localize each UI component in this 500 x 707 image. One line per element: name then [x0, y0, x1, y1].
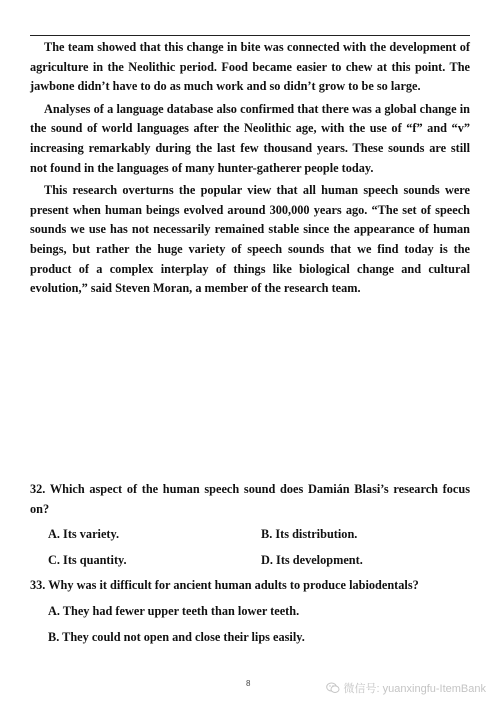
top-rule: [30, 35, 470, 36]
watermark-text: 微信号: yuanxingfu-ItemBank: [343, 683, 486, 695]
question-32-options-row-1: [30, 525, 470, 545]
question-32: [30, 480, 470, 570]
passage-paragraph-2: Analyses of a language database also confirmed that there was a global change in the sound of world languages after the Neolithic age, with the use of “f” and “v” increasing remarkably during the last few thousand years. These sounds are still not found in the languages of many hunter-gatherer people today.: [30, 101, 470, 175]
question-32-stem: 32. Which aspect of the human speech sound does Damián Blasi’s research focus on?: [30, 482, 470, 516]
watermark: [326, 680, 486, 696]
question-32-option-b: B. Its distribution.: [261, 527, 358, 542]
question-section: [30, 480, 470, 653]
question-32-option-a: A. Its variety.: [48, 527, 120, 542]
question-33-option-b: B. They could not open and close their lips easily.: [48, 629, 305, 644]
wechat-icon: [326, 682, 340, 694]
question-32-options-row-2: [30, 551, 470, 571]
passage: [30, 38, 470, 302]
question-33-option-a: A. They had fewer upper teeth than lower teeth.: [48, 603, 300, 618]
question-32-option-c: C. Its quantity.: [48, 552, 127, 567]
passage-paragraph-3: This research overturns the popular view that all human speech sounds were present when human beings evolved around 300,000 years ago. “The set of speech sounds we use has not necessarily remained stable since the appearance of human beings, but rather the huge variety of speech sounds that we find today is the product of a complex interplay of things like biological change and cultural evolution,” said Steven Moran, a member of the research team.: [30, 183, 470, 296]
page-number: 8: [246, 679, 251, 688]
question-32-option-d: D. Its development.: [261, 552, 363, 567]
passage-paragraph-1: The team showed that this change in bite was connected with the development of agriculture in the Neolithic period. Food became easier to chew at this point. The jawbone didn’t have to do as much work and so didn’t grow to be so large.: [30, 40, 470, 94]
question-33: [30, 576, 470, 647]
question-33-stem: 33. Why was it difficult for ancient human adults to produce labiodentals?: [30, 578, 419, 593]
